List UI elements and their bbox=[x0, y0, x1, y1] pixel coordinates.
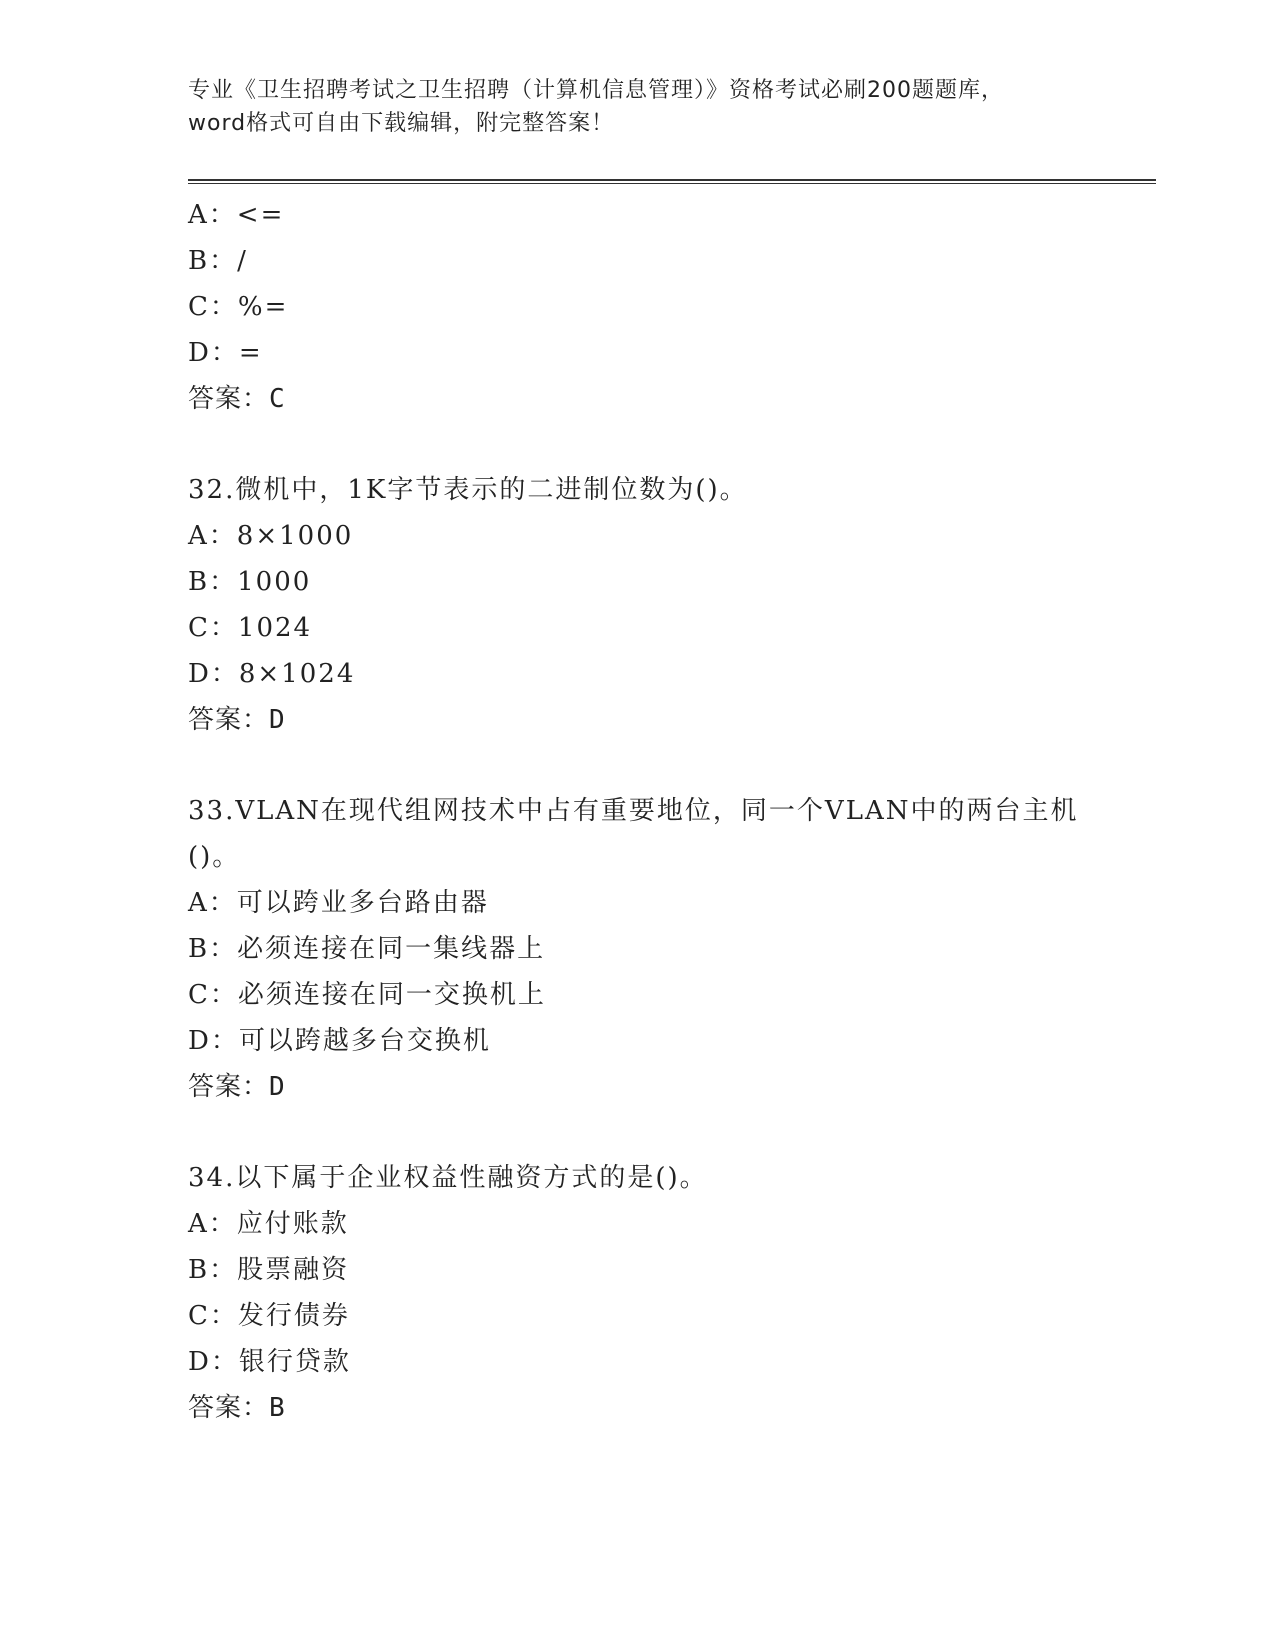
option-a bbox=[188, 1201, 1088, 1247]
option-label: A： bbox=[188, 888, 237, 918]
option-label: C： bbox=[188, 1301, 238, 1331]
spacer bbox=[188, 743, 1088, 788]
answer-label: 答案： bbox=[188, 1072, 270, 1102]
answer-label: 答案： bbox=[188, 1393, 270, 1423]
option-d bbox=[188, 1018, 1088, 1064]
option-text: 必须连接在同一交换机上 bbox=[237, 980, 546, 1010]
question-fragment bbox=[188, 192, 1088, 422]
option-label: B： bbox=[188, 567, 238, 597]
answer-value: D bbox=[269, 705, 286, 735]
answer-value: B bbox=[269, 1393, 286, 1423]
option-label: C： bbox=[188, 980, 238, 1010]
option-d bbox=[188, 651, 1088, 697]
question-34 bbox=[188, 1155, 1088, 1431]
question-32 bbox=[188, 467, 1088, 743]
option-c bbox=[188, 605, 1088, 651]
option-label: B： bbox=[188, 246, 238, 276]
option-b bbox=[188, 559, 1088, 605]
option-text: 可以跨业多台路由器 bbox=[236, 888, 489, 918]
option-label: A： bbox=[188, 1209, 237, 1239]
spacer bbox=[188, 1110, 1088, 1155]
header-title-line-2: word格式可自由下载编辑，附完整答案！ bbox=[188, 111, 615, 136]
question-stem: 33.VLAN在现代组网技术中占有重要地位，同一个VLAN中的两台主机 bbox=[188, 796, 1079, 826]
option-text: 1000 bbox=[237, 567, 312, 597]
option-c bbox=[188, 972, 1088, 1018]
option-label: D： bbox=[188, 338, 239, 368]
option-d bbox=[188, 330, 1088, 376]
option-text: 银行贷款 bbox=[238, 1347, 351, 1377]
option-b bbox=[188, 238, 1088, 284]
header-divider bbox=[188, 179, 1156, 184]
option-label: B： bbox=[188, 1255, 238, 1285]
question-stem: 32.微机中，1K字节表示的二进制位数为()。 bbox=[188, 475, 748, 505]
option-text: 可以跨越多台交换机 bbox=[238, 1026, 491, 1056]
question-stem: 34.以下属于企业权益性融资方式的是()。 bbox=[188, 1163, 708, 1193]
option-label: C： bbox=[188, 292, 238, 322]
option-text: 股票融资 bbox=[237, 1255, 350, 1285]
option-label: A： bbox=[188, 200, 237, 230]
option-text: 应付账款 bbox=[236, 1209, 349, 1239]
option-text: <= bbox=[236, 200, 285, 230]
option-label: D： bbox=[188, 1026, 239, 1056]
page-header bbox=[188, 74, 1088, 140]
option-text: %= bbox=[237, 292, 289, 322]
option-c bbox=[188, 1293, 1088, 1339]
option-text: 8×1024 bbox=[238, 659, 356, 689]
option-text: 必须连接在同一集线器上 bbox=[237, 934, 546, 964]
answer-line bbox=[188, 1385, 1088, 1431]
answer-value: D bbox=[269, 1072, 286, 1102]
question-list bbox=[188, 192, 1088, 1431]
option-b bbox=[188, 1247, 1088, 1293]
answer-label: 答案： bbox=[188, 705, 270, 735]
option-a bbox=[188, 192, 1088, 238]
option-a bbox=[188, 513, 1088, 559]
option-text: / bbox=[237, 246, 248, 276]
option-text: 发行债券 bbox=[237, 1301, 350, 1331]
option-label: C： bbox=[188, 613, 238, 643]
answer-line bbox=[188, 1064, 1088, 1110]
answer-line bbox=[188, 697, 1088, 743]
answer-line bbox=[188, 376, 1088, 422]
option-text: 1024 bbox=[237, 613, 313, 643]
option-text: 8×1000 bbox=[236, 521, 354, 551]
option-d bbox=[188, 1339, 1088, 1385]
option-label: A： bbox=[188, 521, 237, 551]
option-a bbox=[188, 880, 1088, 926]
option-label: D： bbox=[188, 1347, 239, 1377]
option-label: D： bbox=[188, 659, 239, 689]
question-33 bbox=[188, 788, 1088, 1110]
option-text: = bbox=[238, 338, 263, 368]
answer-label: 答案： bbox=[188, 384, 270, 414]
option-b bbox=[188, 926, 1088, 972]
answer-value: C bbox=[269, 384, 286, 414]
option-label: B： bbox=[188, 934, 238, 964]
header-title-line-1: 专业《卫生招聘考试之卫生招聘（计算机信息管理）》资格考试必刷200题题库， bbox=[188, 78, 1004, 103]
question-stem-continued: ()。 bbox=[188, 842, 241, 872]
spacer bbox=[188, 422, 1088, 467]
option-c bbox=[188, 284, 1088, 330]
